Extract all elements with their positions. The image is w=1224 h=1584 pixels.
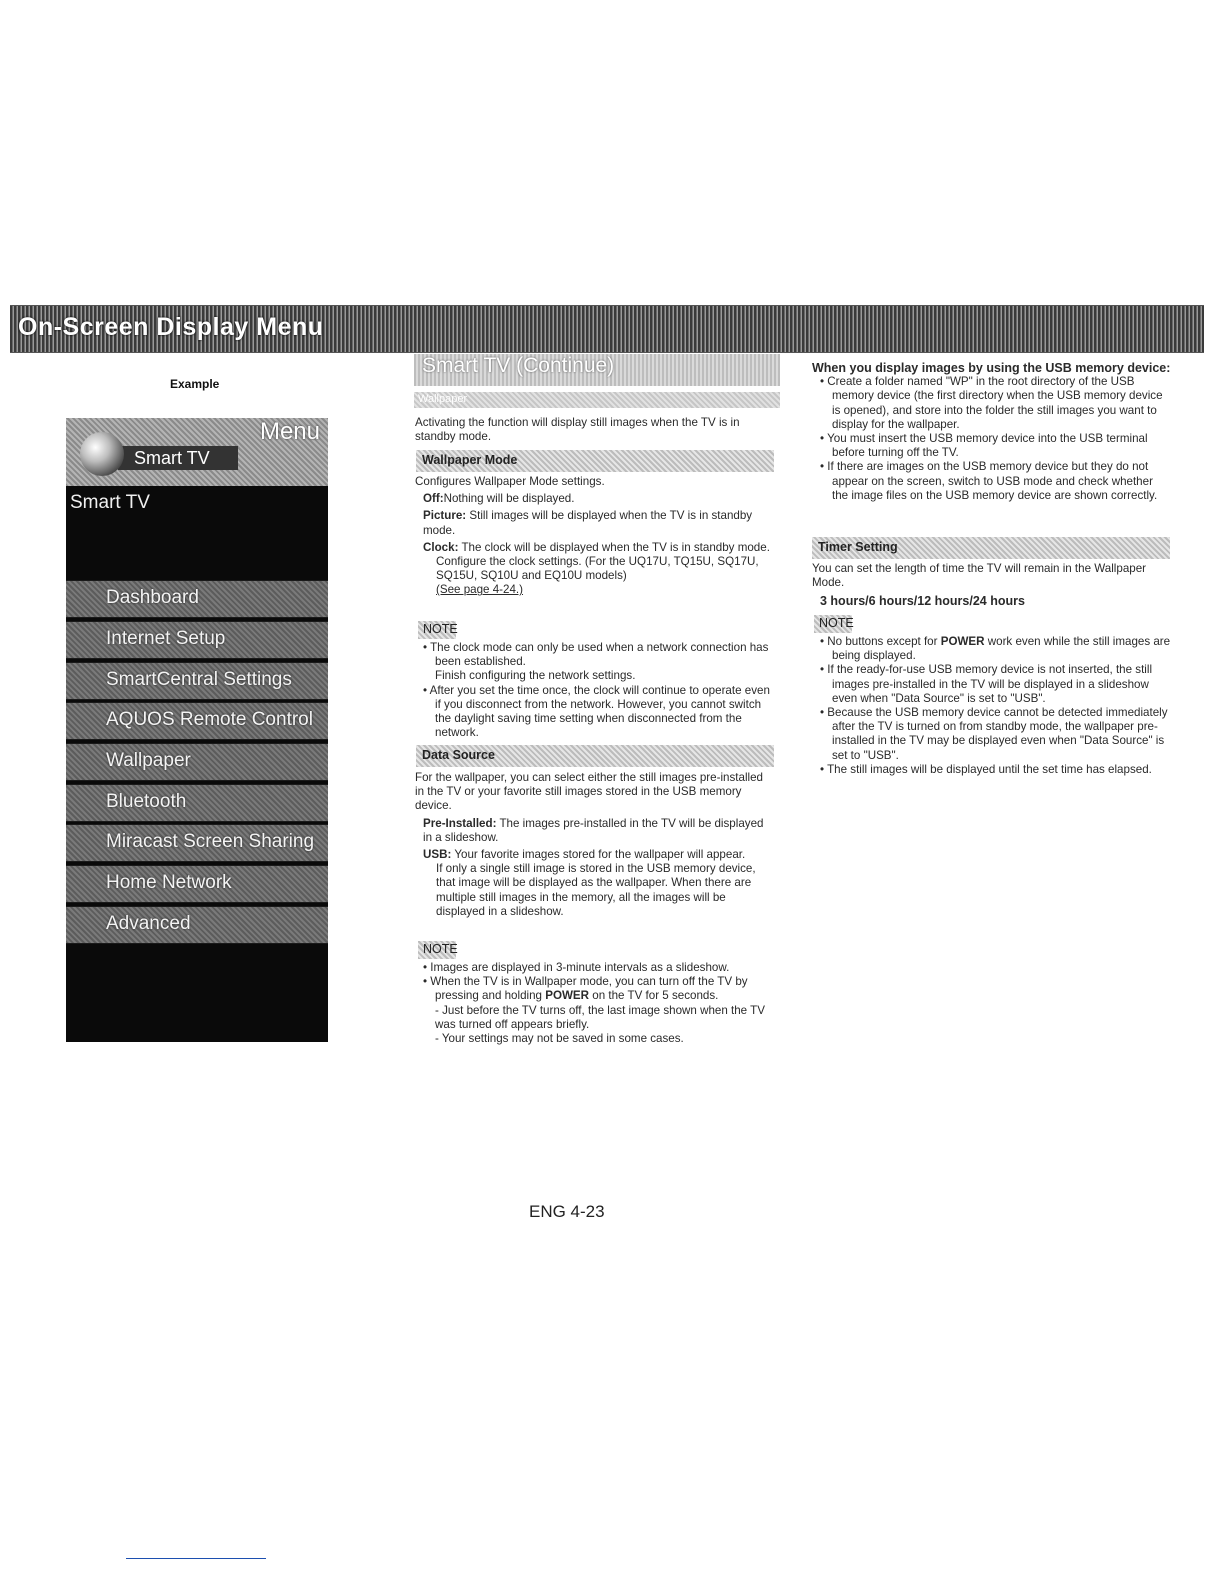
timer-setting-heading-bar — [812, 537, 1170, 559]
wallpaper-mode-heading: Wallpaper Mode — [422, 453, 518, 467]
timer-setting-heading: Timer Setting — [818, 540, 898, 554]
data-source-body: For the wallpaper, you can select either the still images pre-installed in the TV or your favorite still images stored in the USB memory device. Pre-Installed: The images pre-installed in the TV will be displayed in a slideshow. USB: Your favorite images stored for the wallpaper will appear. If only a single still image is stored in the USB memory device, that image will be displayed as the wallpaper. When there are multiple still images in the memory, all the images will be displayed in a slideshow. — [415, 771, 764, 918]
note-badge: NOTE — [814, 615, 852, 633]
tv-menu-item-bluetooth[interactable]: Bluetooth — [66, 784, 328, 822]
footnote-rule — [126, 1558, 266, 1559]
section-subtitle: Wallpaper — [418, 393, 468, 405]
section-banner — [414, 354, 780, 386]
note1-body: • The clock mode can only be used when a network connection has been established. Finish configuring the network settings. • After you set the time once, the clock will continue to operate even if you disconnect from the network. However, you cannot switch the daylight saving time setting when disconnected from the network. — [415, 641, 775, 740]
page-number: ENG 4-23 — [529, 1202, 605, 1221]
note2-body: • Images are displayed in 3-minute intervals as a slideshow. • When the TV is in Wallpaper mode, you can turn off the TV by pressing and holding POWER on the TV for 5 seconds. - Just before the TV turns off, the last image shown when the TV was turned off appears briefly. - Your settings may not be saved in some cases. — [415, 961, 775, 1046]
tv-menu-item-internet-setup[interactable]: Internet Setup — [66, 621, 328, 659]
page-banner — [10, 305, 1204, 353]
tv-menu-title: Menu — [259, 418, 320, 445]
example-label: Example — [170, 377, 220, 391]
wallpaper-intro: Activating the function will display still images when the TV is in standby mode. — [415, 416, 740, 444]
see-page-link[interactable]: (See page 4-24.) — [436, 583, 524, 597]
tv-menu-item-advanced[interactable]: Advanced — [66, 906, 328, 944]
usb-heading: When you display images by using the USB memory device: — [812, 361, 1171, 375]
section-subtitle-bar — [414, 392, 780, 408]
note-badge: NOTE — [418, 621, 456, 639]
section-title: Smart TV (Continue) — [422, 354, 615, 377]
wallpaper-mode-body: Configures Wallpaper Mode settings. Off:Nothing will be displayed. Picture: Still images will be displayed when the TV is in standby mode. Clock: The clock will be displayed when the TV is in standby mode. Configure the clock settings. (For the UQ17U, TQ15U, SQ17U, SQ15U, SQ10U and EQ10U models) (See page 4-24.) — [415, 475, 770, 597]
data-source-heading-bar — [416, 745, 774, 767]
tv-menu-item-miracast[interactable]: Miracast Screen Sharing — [66, 824, 328, 862]
tv-menu-item-wallpaper[interactable]: Wallpaper — [66, 743, 328, 781]
note3-body: • No buttons except for POWER work even while the still images are being displayed. • If the ready-for-use USB memory device is not inserted, the still images pre-installed in the TV will be displayed in a slideshow even when "Data Source" is set to "USB". • Because the USB memory device cannot be detected immediately after the TV is turned on from standby mode, the wallpaper pre-installed in the TV may be displayed even when "Data Source" is set to "USB". • The still images will be displayed until the set time has elapsed. — [812, 635, 1174, 777]
tv-menu-item-aquos-remote-control[interactable]: AQUOS Remote Control — [66, 702, 328, 740]
tv-menu-subtitle: Smart TV — [118, 446, 238, 470]
tv-menu-section-title: Smart TV — [70, 492, 150, 513]
note-badge: NOTE — [418, 941, 456, 959]
tv-menu-item-home-network[interactable]: Home Network — [66, 865, 328, 903]
smart-tv-icon — [80, 432, 124, 476]
usb-section: When you display images by using the USB memory device: • Create a folder named "WP" in the root directory of the USB memory device (the first directory when the USB memory device is opened), and store into the folder the still images you want to display for the wallpaper. • You must insert the USB memory device into the USB terminal before turning off the TV. • If there are images on the USB memory device but they do not appear on the screen, switch to USB mode and check whether the image files on the USB memory device are shown correctly. — [812, 361, 1172, 503]
data-source-heading: Data Source — [422, 748, 495, 762]
tv-menu-example — [66, 418, 328, 1042]
tv-menu-item-smartcentral-settings[interactable]: SmartCentral Settings — [66, 662, 328, 700]
tv-menu-header — [66, 418, 328, 486]
tv-menu-item-dashboard[interactable]: Dashboard — [66, 580, 328, 618]
timer-setting-body: You can set the length of time the TV will remain in the Wallpaper Mode. 3 hours/6 hours/12 hours/24 hours — [812, 562, 1147, 609]
page-title: On-Screen Display Menu — [18, 313, 324, 341]
wallpaper-mode-heading-bar — [416, 450, 774, 472]
